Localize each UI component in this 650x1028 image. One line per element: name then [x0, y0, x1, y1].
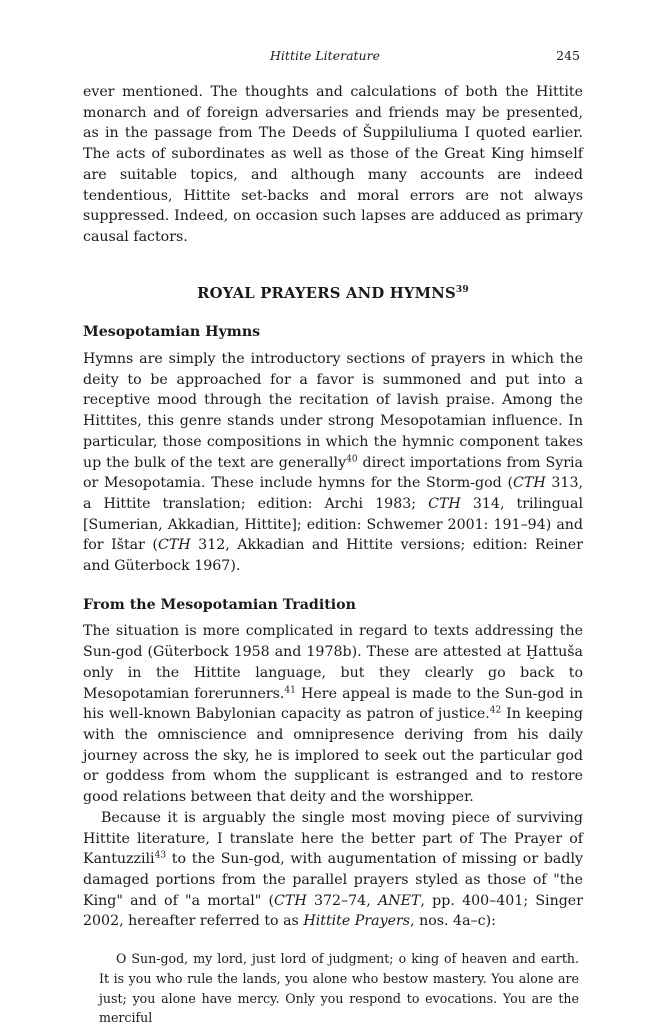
subheading-mesopotamian-tradition: From the Mesopotamian Tradition [83, 596, 356, 613]
section-title [83, 284, 583, 305]
paragraph-narrative-accounts: ever mentioned. The thoughts and calculations of both the Hittite monarch and of foreign adversaries and friends may be presented, as in the passage from The Deeds of Šuppiluliuma I quoted earlier. The acts of subordinates as well as those of the Great King himself are suitable topics, and although many accounts are indeed tendentious, Hittite set-backs and moral errors are not always suppressed. Indeed, on occasion such lapses are adduced as primary causal factors. [83, 84, 583, 245]
footnote-ref-41: 41 [284, 684, 296, 695]
quote-text: O Sun-god, my lord, just lord of judgment; o king of heaven and earth. It is you who rule the lands, you alone who bestow mastery. You alone are just; you alone have mercy. Only you respond to evocations. You are the merciful [99, 951, 579, 1026]
page-body [83, 82, 583, 1028]
paragraph-kantuzzili: Because it is arguably the single most moving piece of surviving Hittite literature, I translate here the better part of The Prayer of Kantuzzili$^{43}$ to the Sun-god, with augumentation of missing or badly damaged portions from the parallel prayers styled as those of "the King" and of "a mortal" (CTH 372–74, ANET, pp. 400–401; Singer 2002, hereafter referred to as Hittite Prayers, nos. 4a–c): [83, 809, 583, 930]
anet-abbrev: ANET [377, 892, 421, 909]
footnote-ref-39: 39 [455, 284, 469, 295]
block-quote-prayer [99, 949, 579, 1028]
cth-abbrev: CTH [157, 537, 191, 554]
subheading-mesopotamian-hymns: Mesopotamian Hymns [83, 324, 261, 341]
footnote-ref-43: 43 [154, 850, 167, 861]
footnote-ref-42: 42 [489, 705, 502, 716]
page-number: 245 [556, 48, 580, 63]
cth-abbrev: CTH [274, 892, 307, 909]
footnote-ref-40: 40 [346, 453, 358, 464]
paragraph-hymns: Hymns are simply the introductory sections of prayers in which the deity to be approached for a favor is summoned and put into a receptive mood through the recitation of lavish praise. Among the Hittites, this genre stands under strong Mesopotamian influence. In particular, those compositions in which the hymnic component takes up the bulk of the text are generally$^{40}$ direct importations from Syria or Mesopotamia. These include hymns for the Storm-god (CTH 313, a Hittite translation; edition: Archi 1983; CTH 314, trilingual [Sumerian, Akkadian, Hittite]; edition: Schwemer 2001: 191–94) and for Ištar (CTH 312, Akkadian and Hittite versions; edition: Reiner and Güterbock 1967). [83, 351, 584, 575]
running-title: Hittite Literature [270, 48, 380, 63]
hittite-prayers-title: Hittite Prayers [303, 913, 411, 930]
paragraph-sun-god: The situation is more complicated in regard to texts addressing the Sun-god (Güterbock 1958 and 1978b). These are attested at Ḫattuša only in the Hittite language, but they clearly go back to Mesopotamian forerunners.$^{41}$ Here appeal is made to the Sun-god in his well-known Babylonian capacity as patron of justice.$^{42}$ In keeping with the omniscience and omnipresence deriving from his daily journey across the sky, he is implored to seek out the particular god or goddess from whom the supplicant is estranged and to restore good relations between that deity and the worshipper. [83, 623, 584, 806]
cth-abbrev: CTH [428, 495, 461, 512]
section-title-text: ROYAL PRAYERS AND HYMNS [197, 284, 456, 302]
cth-abbrev: CTH [513, 475, 546, 492]
